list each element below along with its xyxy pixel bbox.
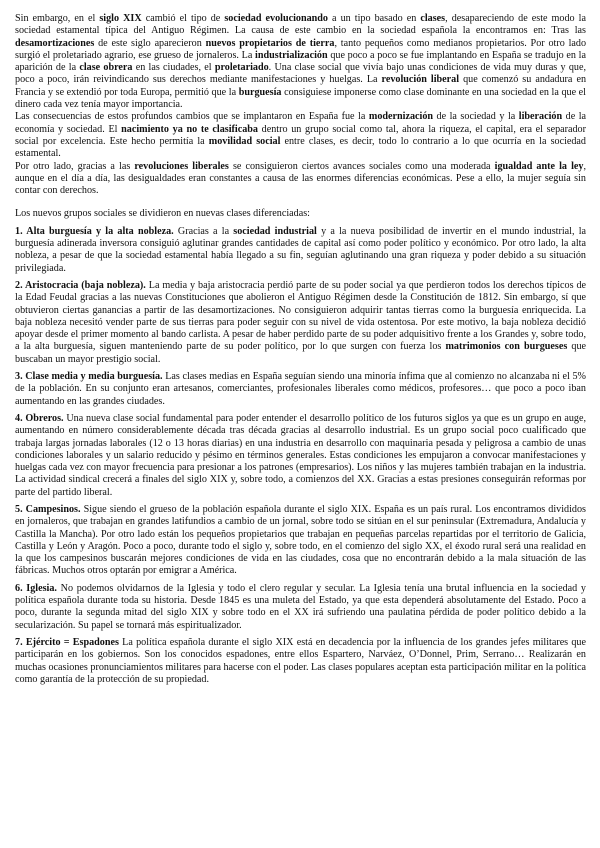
text-run: La política española durante el siglo XIX está en decadencia por la influencia de los grandes jefes militares que participarán en los gobiernos. Son los conocidos espadones, entre ellos Espartero, Narváez, O’Donnel, Prim, Serrano… Realizarán en muchas ocasiones pronunciamientos militares para hacerse con el poder. Las clases populares aceptan esta participación militar en la política como garantía de la protección de su propiedad. [15, 636, 586, 685]
text-run: Gracias a la [173, 225, 234, 237]
bold-term: clases [420, 13, 446, 24]
bold-term: 6. Iglesia. [15, 582, 57, 594]
bold-term: nacimiento ya no te clasificaba [121, 123, 258, 135]
bold-term: industrialización [255, 49, 328, 61]
text-run: Por otro lado, gracias a las [15, 160, 135, 172]
text-run: La media y baja aristocracia perdió parte de su poder social ya que perdieron todos los derechos típicos de la Edad Feudal gracias a las nuevas Constituciones que abolieron el Antiguo Régimen desde la Constitución de 1812. Sin embargo, sí que obtuvieron ciertas ganancias a partir de las desamortizaciones. No consiguieron adquirir tantas tierras como la burguesía enriquecida. La baja nobleza necesitó vender parte de sus tierras para poder seguir con su nivel de vida ostentosa. Por este motivo, la baja nobleza decidió apoyar desde el primer momento al bando carlista. A pesar de haber perdido parte de su poder adquisitivo frente a los Grandes y, sobre todo, a la alta burguesía, siguen manteniendo parte de su poder político, por lo que surgen con fuerza los [15, 279, 587, 353]
document-body [15, 13, 586, 686]
bold-term: burguesía [238, 86, 282, 98]
text-run: Las consecuencias de estos profundos cambios que se implantaron en España fue la [15, 111, 369, 123]
bold-term: matrimonios con burgueses [445, 341, 568, 353]
bold-term: igualdad ante la ley [494, 160, 584, 172]
class-item [15, 413, 586, 499]
text-run: No podemos olvidarnos de la Iglesia y todo el clero regular y secular. La Iglesia tenía una brutal influencia en la sociedad y política española durante toda su historia. Desde 1845 es una muleta del Estado, ya que esta dependerá absolutamente del Estado. Poco a poco, durante la segunda mitad del siglo XIX y sobre todo en el XX irá sufriendo una paulatina pérdida de poder político debido a la secularización. Su papel se tornará más espiritualizador. [15, 582, 586, 631]
bold-term: siglo XIX [99, 13, 142, 24]
bold-term: revoluciones liberales [134, 160, 229, 172]
bold-term: sociedad industrial [233, 225, 317, 237]
text-run: de la sociedad y la [433, 111, 519, 123]
text-run: . Una clase social que vivía bajo unas condiciones de vida muy duras y que, poco a poco, irán reivindicando sus derechos mediante manifestaciones y huelgas. La [15, 62, 586, 86]
intro-paragraph [15, 13, 586, 111]
bold-term: 7. Ejército = Espadones [15, 636, 119, 648]
class-item [15, 504, 586, 578]
text-run: que comenzó su andadura en Francia y se extendió por toda Europa, permitió que la [15, 74, 587, 98]
bold-term: clase obrera [79, 62, 133, 74]
bold-term: 5. Campesinos. [15, 503, 81, 515]
bold-term: liberación [518, 111, 563, 123]
class-item [15, 371, 586, 408]
list-intro: Los nuevos grupos sociales se dividieron en nuevas clases diferenciadas: [15, 208, 310, 220]
class-item [15, 583, 586, 632]
section-spacer [15, 197, 586, 208]
class-list [15, 226, 586, 686]
text-run: Sigue siendo el grueso de la población española durante el siglo XIX. España es un país rural. Los encontramos divididos en jornaleros, que trabajan en grandes latifundios a cambio de un jornal, sobre todo se sitúan en el sur peninsular (Extremadura, Andalucía y Castilla la Mancha). Por otro lado están los pequeños propietarios que trabajan en pequeñas parcelas repartidas por el territorio de Galicia, Castilla y León y Aragón. Poco a poco, durante todo el siglo y, sobre todo, en el comienzo del siglo XX, el éxodo rural será una realidad en la que los campesinos buscarán mejores condiciones de vida en las ciudades, cosa que no encontrarán debido a la mala situación de las fábricas. Muchos otros optarán por emigrar a América. [15, 503, 586, 577]
text-run: de la economía y sociedad. El [15, 111, 587, 135]
bold-term: modernización [368, 111, 434, 123]
text-run: Una nueva clase social fundamental para poder entender el desarrollo político de los futuros siglos ya que es un grupo en auge, aumentando en número considerablemente década tras década gracias al desarrollo industrial. Es un grupo social poco cualificado que trabaja largas jornadas laborales (12 o 13 horas diarias) en una industria en desarrollo con maquinaria pesada y peligrosa a cambio de unas condiciones laborales y un salario reducido y pésimo en términos generales. Estas condiciones les empujaron a convocar manifestaciones y huelgas cada vez con mayor frecuencia para presionar a los patrones (empresarios). Los niños y las mujeres también trabajan en la industria. La actividad sindical crecerá a finales del siglo XIX y, sobre todo, a comienzos del XX. Gracias a estas presiones conseguirán reformas por parte del partido liberal. [15, 412, 586, 498]
text-run: , desapareciendo de este modo la sociedad estamental típica del Antiguo Régimen. La causa de este cambio en la sociedad española la encontramos en: Tras las [15, 13, 586, 37]
bold-term: 2. Aristocracia (baja nobleza). [15, 279, 146, 291]
bold-term: proletariado [214, 62, 269, 74]
text-run: de este siglo aparecieron [94, 37, 206, 49]
text-run: que buscaban un mayor prestigio social. [15, 341, 586, 365]
text-run: y a la nueva posibilidad de invertir en el mundo industrial, la burguesía adinerada inversora consiguió aglutinar grandes cantidades de capital así como poder político y económico. Por otro lado, la alta nobleza, a pesar de que la sociedad estamental había llegado a su fin, seguían aglutinando una gran riqueza y poder debido a su situación privilegiada. [15, 225, 587, 274]
text-run: que poco a poco se fue implantando en España se tradujo en la aparición de la [15, 49, 586, 74]
text-run: entre clases, es decir, todo lo contrario a lo que ocurría en la sociedad estamental. [15, 135, 586, 160]
intro-paragraph [15, 111, 586, 160]
intro-paragraph [15, 161, 586, 198]
bold-term: revolución liberal [381, 74, 460, 86]
bold-term: sociedad evolucionando [224, 13, 328, 24]
intro-section [15, 13, 586, 197]
class-item [15, 226, 586, 275]
text-run: consiguiese imponerse como clase dominante en una sociedad en la que el dinero cada vez tenía mayor importancia. [15, 86, 586, 111]
text-run: en las ciudades, el [132, 62, 215, 74]
text-run: Las clases medias en España seguían siendo una minoría ínfima que al comienzo no alcanzaba ni el 5% de la población. En su conjunto eran artesanos, comerciantes, profesionales liberales como médicos, profesores… que poco a poco iban aumentando en las grandes ciudades. [15, 371, 586, 407]
bold-term: desamortizaciones [15, 37, 95, 49]
bold-term: movilidad social [208, 135, 281, 147]
class-item [15, 637, 586, 686]
bold-term: 3. Clase media y media burguesía. [15, 371, 163, 383]
text-run: se consiguieron ciertos avances sociales como una moderada [228, 160, 495, 172]
text-run: Sin embargo, en el [15, 13, 100, 24]
text-run: cambió el tipo de [141, 13, 225, 24]
class-item [15, 280, 586, 366]
text-run: , aunque en el día a día, las desigualdades eran constantes a causa de las enormes diferencias económicas. Pese a ello, la mujer seguía sin contar con derechos. [15, 160, 586, 197]
text-run: a un tipo basado en [328, 13, 421, 24]
bold-term: 4. Obreros. [15, 412, 64, 424]
text-run: dentro un grupo social como tal, ahora la riqueza, el capital, era el separador social por excelencia. Este hecho permitía la [15, 123, 586, 147]
text-run: , tanto pequeños como medianos propietarios. Por otro lado surgió el proletariado agrario, ese grueso de jornaleros. La [15, 37, 587, 61]
bold-term: 1. Alta burguesía y la alta nobleza. [15, 225, 174, 237]
bold-term: nuevos propietarios de tierra [205, 37, 335, 49]
